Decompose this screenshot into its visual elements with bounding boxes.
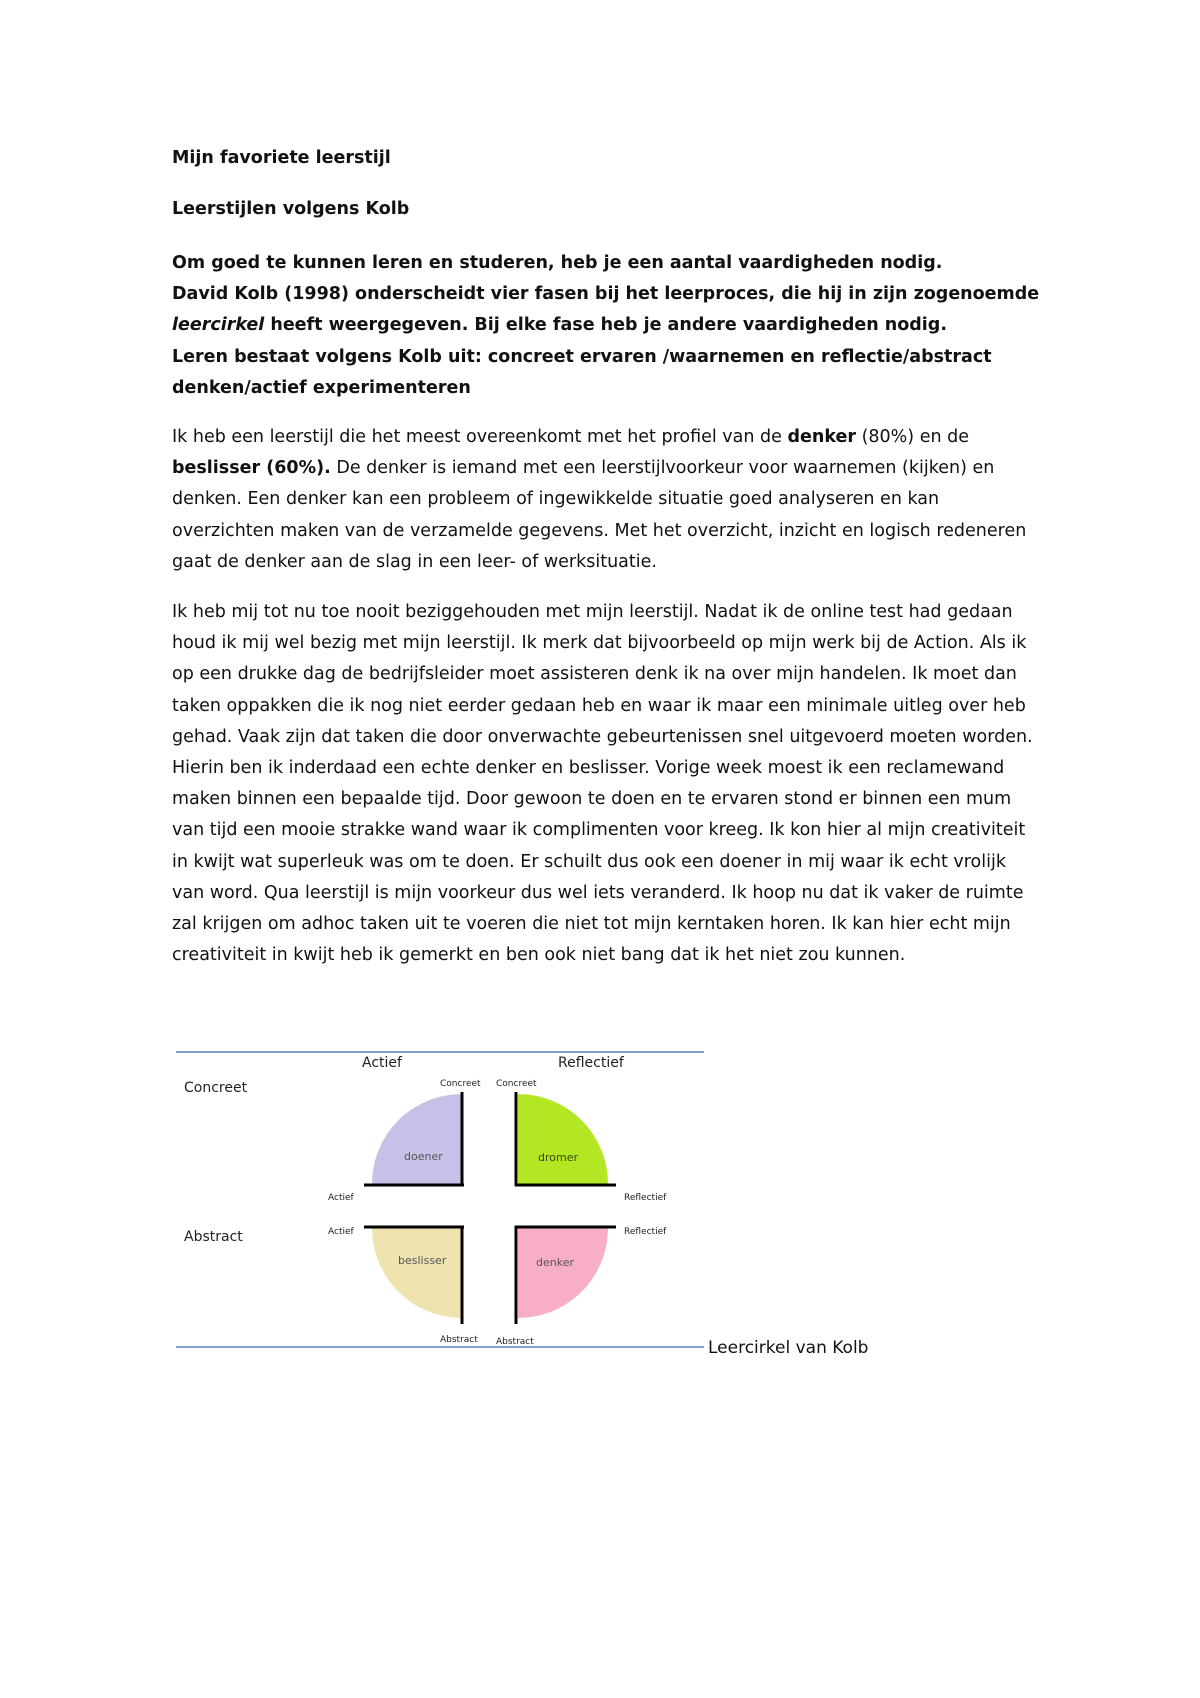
quadrant-label-denker: denker [536, 1256, 574, 1269]
paragraph-line [172, 422, 1072, 453]
col-header-reflectief: Reflectief [558, 1055, 624, 1071]
label-br-abstract: Abstract [496, 1337, 534, 1347]
label-bl-actief: Actief [328, 1227, 354, 1237]
intro-line: David Kolb (1998) onderscheidt vier fasen bij het leerproces, die hij in zijn zogenoemde [172, 284, 1040, 305]
beslisser-quadrant [372, 1228, 462, 1318]
text-run: De denker is iemand met een leerstijlvoorkeur voor waarnemen (kijken) en [330, 458, 995, 479]
intro-line: denken/actief experimenteren [172, 377, 471, 398]
paragraph-line: maken binnen een bepaalde tijd. Door gewoon te doen en te ervaren stond er binnen een mum [172, 789, 1012, 810]
paragraph-line: in kwijt wat superleuk was om te doen. Er schuilt dus ook een doener in mij waar ik echt vrolijk [172, 851, 1006, 872]
kolb-diagram [172, 1040, 892, 1360]
quadrant-label-doener: doener [404, 1150, 443, 1163]
text-run: Ik heb een leerstijl die het meest overeenkomt met het profiel van de [172, 427, 788, 447]
paragraph-line: van tijd een mooie strakke wand waar ik complimenten voor kreeg. Ik kon hier al mijn creativiteit [172, 820, 1026, 841]
paragraph-line: denken. Een denker kan een probleem of ingewikkelde situatie goed analyseren en kan [172, 489, 940, 510]
paragraph-line: Hierin ben ik inderdaad een echte denker en beslisser. Vorige week moest ik een reclamewand [172, 758, 1005, 779]
row-header-concreet: Concreet [184, 1080, 248, 1096]
denker-quadrant [518, 1228, 608, 1318]
quadrant-label-dromer: dromer [538, 1151, 578, 1164]
label-br-reflectief: Reflectief [624, 1227, 667, 1237]
text-run: (80%) en de [856, 427, 969, 447]
leercirkel-term: leercirkel [172, 315, 265, 336]
paragraph-line: op een drukke dag de bedrijfsleider moet assisteren denk ik na over mijn handelen. Ik moet dan [172, 664, 1017, 685]
intro-line-rest: heeft weergegeven. Bij elke fase heb je andere vaardigheden nodig. [264, 315, 947, 336]
bold-percentage: (60%). [260, 458, 331, 479]
label-tr-reflectief: Reflectief [624, 1193, 667, 1203]
bold-term-denker: denker [787, 427, 857, 447]
doener-quadrant [372, 1094, 462, 1184]
bold-term-beslisser: beslisser [172, 458, 261, 479]
paragraph-line: gaat de denker aan de slag in een leer- of werksituatie. [172, 551, 657, 572]
paragraph-line: van word. Qua leerstijl is mijn voorkeur dus wel iets veranderd. Ik hoop nu dat ik vaker de ruimte [172, 882, 1024, 903]
col-header-actief: Actief [362, 1055, 402, 1071]
paragraph-line: zal krijgen om adhoc taken uit te voeren die niet tot mijn kerntaken horen. Ik kan hier echt mijn [172, 914, 1011, 935]
paragraph-ervaring [172, 597, 1072, 971]
intro-line [172, 310, 1072, 341]
paragraph-line: creativiteit in kwijt heb ik gemerkt en ben ook niet bang dat ik het niet zou kunnen. [172, 945, 906, 966]
paragraph-line: houd ik mij wel bezig met mijn leerstijl. Ik merk dat bijvoorbeeld op mijn werk bij de Action. Als ik [172, 633, 1027, 654]
document-subtitle: Leerstijlen volgens Kolb [172, 199, 410, 219]
paragraph-line: Ik heb mij tot nu toe nooit beziggehouden met mijn leerstijl. Nadat ik de online test had gedaan [172, 602, 1013, 622]
label-tl-concreet: Concreet [440, 1079, 481, 1089]
intro-line: Om goed te kunnen leren en studeren, heb je een aantal vaardigheden nodig. [172, 253, 943, 273]
paragraph-line: gehad. Vaak zijn dat taken die door onverwachte gebeurtenissen snel uitgevoerd moeten worden. [172, 726, 1033, 747]
intro-line: Leren bestaat volgens Kolb uit: concreet ervaren /waarnemen en reflectie/abstract [172, 346, 992, 367]
label-tr-concreet: Concreet [496, 1079, 537, 1089]
paragraph-line: taken oppakken die ik nog niet eerder gedaan heb en waar ik maar een minimale uitleg over heb [172, 695, 1026, 716]
dromer-quadrant [518, 1094, 608, 1184]
label-tl-actief: Actief [328, 1193, 354, 1203]
kolb-learning-cycle-figure [172, 1040, 892, 1360]
row-header-abstract: Abstract [184, 1229, 243, 1245]
label-bl-abstract: Abstract [440, 1335, 478, 1345]
document-title: Mijn favoriete leerstijl [172, 148, 391, 168]
intro-paragraph [172, 248, 1072, 404]
paragraph-leerstijl-profiel [172, 422, 1072, 578]
paragraph-line: overzichten maken van de verzamelde gegevens. Met het overzicht, inzicht en logisch redeneren [172, 520, 1027, 541]
figure-caption: Leercirkel van Kolb [708, 1338, 869, 1358]
quadrant-label-beslisser: beslisser [398, 1254, 447, 1267]
paragraph-line [172, 453, 1072, 484]
